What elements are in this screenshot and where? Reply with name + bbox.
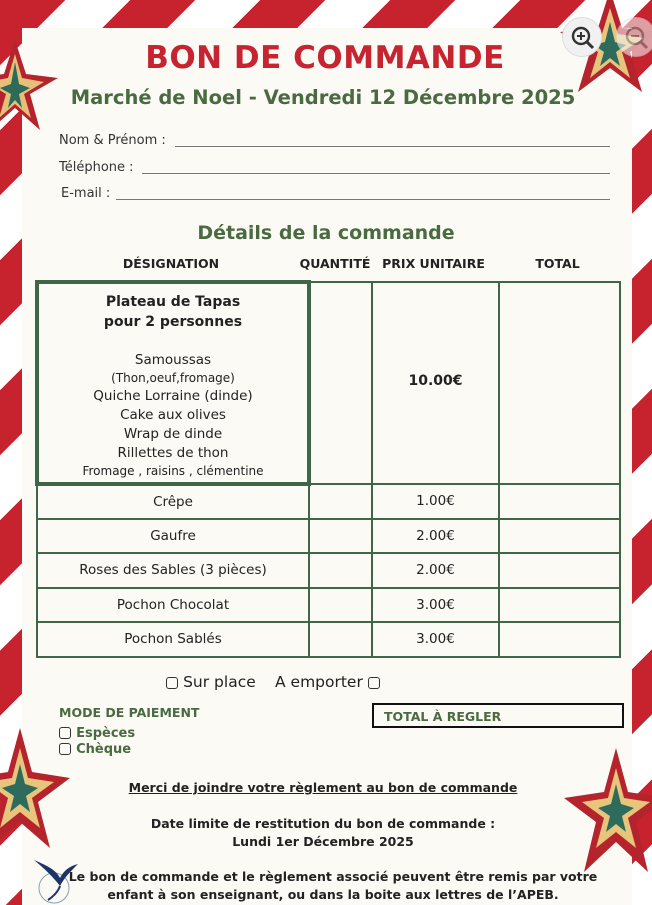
quantity-cell[interactable]: [309, 519, 372, 554]
item-name: Crêpe: [37, 484, 309, 519]
table-row: [37, 484, 620, 519]
sur-place-checkbox[interactable]: [166, 677, 178, 689]
name-field[interactable]: [175, 146, 610, 147]
table-row: [37, 588, 620, 623]
deadline-line-1: Date limite de restitution du bon de commande :: [150, 816, 496, 831]
a-emporter-option[interactable]: [275, 672, 380, 691]
especes-checkbox[interactable]: [59, 727, 71, 739]
total-cell[interactable]: [499, 622, 620, 657]
price-cell: 3.00€: [372, 622, 499, 657]
cheque-checkbox[interactable]: [59, 743, 71, 755]
table-row: [37, 519, 620, 554]
plateau-designation: [37, 282, 309, 484]
plateau-title: Plateau de Tapas: [105, 294, 241, 310]
item-name: Pochon Chocolat: [37, 588, 309, 623]
apeb-logo-icon: [30, 856, 80, 905]
item-name: Roses des Sables (3 pièces): [37, 553, 309, 588]
plateau-title: pour 2 personnes: [103, 314, 243, 330]
a-emporter-label: A emporter: [275, 673, 363, 691]
phone-field[interactable]: [142, 173, 610, 174]
item-name: Pochon Sablés: [37, 622, 309, 657]
quantity-cell[interactable]: [309, 553, 372, 588]
price-cell: [372, 282, 499, 484]
plateau-item: (Thon,oeuf,fromage): [111, 371, 235, 385]
phone-field-label: Téléphone :: [59, 160, 134, 175]
payment-title: MODE DE PAIEMENT: [59, 705, 200, 720]
total-cell[interactable]: [499, 588, 620, 623]
table-row: [37, 622, 620, 657]
item-name: Gaufre: [37, 519, 309, 554]
plateau-price: 10.00€: [408, 373, 463, 389]
plateau-item: Cake aux olives: [120, 407, 226, 423]
total-cell[interactable]: [499, 519, 620, 554]
sur-place-option[interactable]: [166, 672, 256, 691]
page-title: BON DE COMMANDE: [145, 40, 505, 76]
column-header-unit-price: PRIX UNITAIRE: [382, 256, 485, 271]
order-section-title: Détails de la commande: [197, 222, 455, 244]
plateau-item: Fromage , raisins , clémentine: [82, 464, 264, 478]
column-header-designation: DÉSIGNATION: [122, 256, 220, 271]
total-cell[interactable]: [499, 553, 620, 588]
quantity-cell[interactable]: [309, 282, 372, 484]
table-row: [37, 553, 620, 588]
total-cell[interactable]: [499, 484, 620, 519]
sur-place-label: Sur place: [183, 673, 256, 691]
email-field-label: E-mail :: [61, 186, 111, 201]
plateau-item: Wrap de dinde: [123, 426, 223, 442]
price-cell: 2.00€: [372, 519, 499, 554]
remise-line-1: Le bon de commande et le règlement associé peuvent être remis par votre: [68, 869, 598, 884]
remise-line-2: enfant à son enseignant, ou dans la boite aux lettres de l’APEB.: [107, 887, 559, 902]
a-emporter-checkbox[interactable]: [368, 677, 380, 689]
plateau-item: Samoussas: [134, 352, 212, 368]
page-subtitle: Marché de Noel - Vendredi 12 Décembre 2025: [70, 86, 576, 109]
quantity-cell[interactable]: [309, 588, 372, 623]
total-due-box[interactable]: TOTAL À REGLER: [372, 703, 624, 728]
column-header-total: TOTAL: [535, 256, 580, 271]
price-cell: 1.00€: [372, 484, 499, 519]
merci-note: Merci de joindre votre règlement au bon de commande: [128, 780, 518, 795]
name-field-label: Nom & Prénom :: [59, 133, 166, 148]
cheque-option[interactable]: [59, 738, 131, 757]
order-table: [35, 280, 621, 658]
cheque-label: Chèque: [76, 742, 132, 757]
plateau-item: Rillettes de thon: [117, 445, 229, 461]
price-cell: 2.00€: [372, 553, 499, 588]
quantity-cell[interactable]: [309, 484, 372, 519]
plateau-item: Quiche Lorraine (dinde): [93, 388, 253, 404]
column-header-quantity: QUANTITÉ: [299, 256, 371, 271]
especes-label: Espèces: [76, 726, 136, 741]
email-field[interactable]: [116, 199, 610, 200]
total-cell[interactable]: [499, 282, 620, 484]
deadline-line-2: Lundi 1er Décembre 2025: [232, 834, 414, 849]
quantity-cell[interactable]: [309, 622, 372, 657]
price-cell: 3.00€: [372, 588, 499, 623]
table-row: [37, 282, 620, 484]
